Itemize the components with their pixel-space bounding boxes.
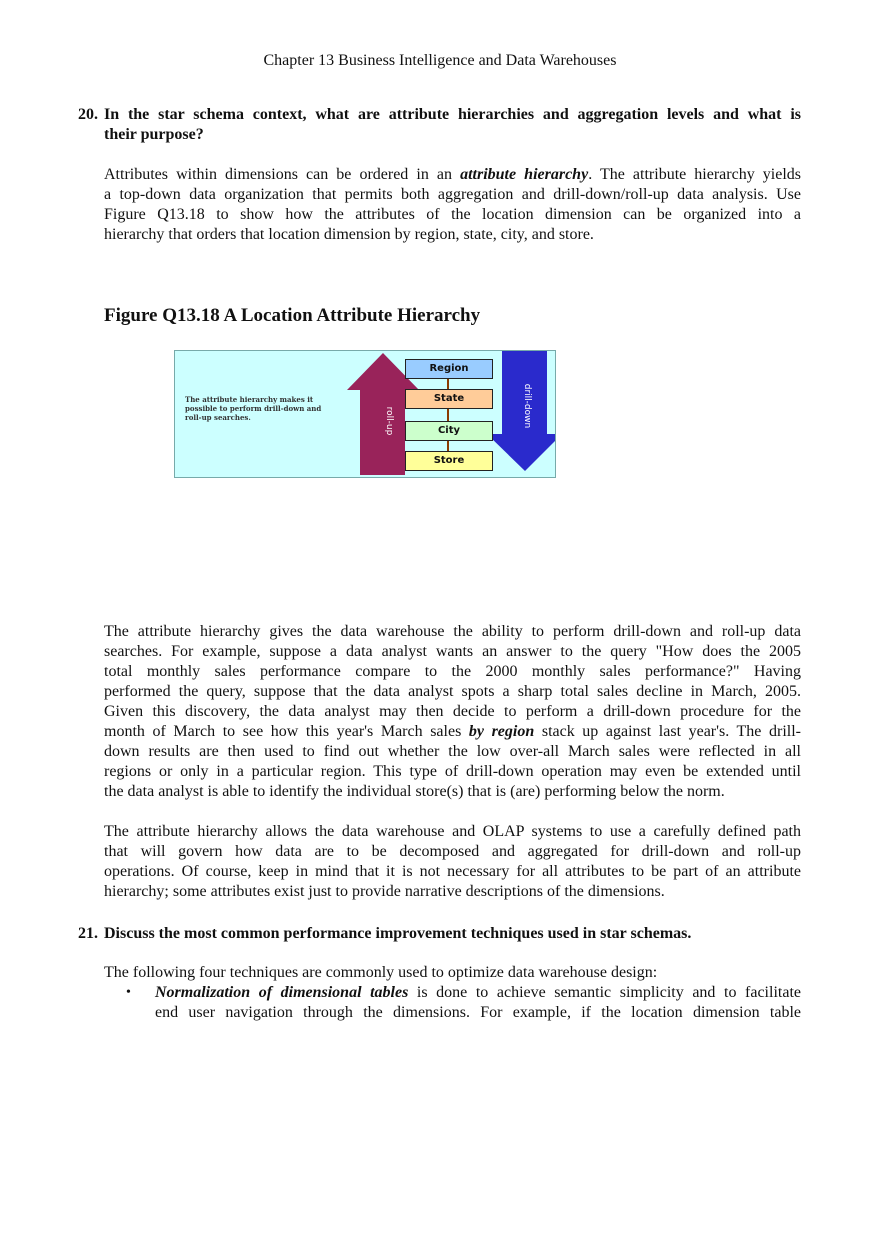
text-line	[104, 822, 801, 842]
emphasis-text: attribute hierarchy	[460, 166, 589, 183]
question-number: 20.	[78, 106, 98, 123]
text-span: total monthly sales performance compare to the 2000 monthly sales performance?" Having	[104, 663, 801, 680]
bullet-icon: •	[126, 985, 131, 1000]
question-line: their purpose?	[104, 126, 204, 143]
text-span: that will govern how data are to be decomposed and aggregated for drill-down and roll-up	[104, 843, 801, 860]
text-span: hierarchy; some attributes exist just to provide narrative descriptions of the dimensions.	[104, 883, 665, 900]
text-line	[104, 225, 801, 245]
text-span: down results are then used to find out whether the low over-all March sales were reflected in all	[104, 743, 801, 760]
text-line	[104, 722, 801, 742]
text-span: The attribute hierarchy allows the data warehouse and OLAP systems to use a carefully defined path	[104, 823, 801, 840]
level-city: City	[405, 421, 493, 441]
text-line	[104, 782, 801, 802]
text-span: hierarchy that orders that location dimension by region, state, city, and store.	[104, 226, 594, 243]
emphasis-text: Normalization of dimensional tables	[155, 984, 409, 1001]
text-line	[104, 762, 801, 782]
text-line	[104, 702, 801, 722]
text-line	[104, 862, 801, 882]
text-line	[104, 622, 801, 642]
text-span: Attributes within dimensions can be ordered in an	[104, 166, 461, 183]
text-line	[104, 642, 801, 662]
text-line	[104, 165, 801, 185]
text-line	[104, 205, 801, 225]
intro-line: The following four techniques are commonly used to optimize data warehouse design:	[104, 964, 658, 981]
level-region: Region	[405, 359, 493, 379]
text-span: Figure Q13.18 to show how the attributes of the location dimension can be organized into a	[104, 206, 801, 223]
text-line	[104, 682, 801, 702]
text-span: end user navigation through the dimensions. For example, if the location dimension table	[155, 1004, 801, 1021]
figure-caption: Figure Q13.18 A Location Attribute Hierarchy	[104, 305, 481, 326]
text-span: performed the query, suppose that the data analyst spots a sharp total sales decline in March, 2005.	[104, 683, 801, 700]
text-span: operations. Of course, keep in mind that it is not necessary for all attributes to be part of an attribute	[104, 863, 801, 880]
text-span: stack up against last year's. The drill-	[534, 723, 801, 740]
text-span: month of March to see how this year's March sales	[104, 723, 469, 740]
text-line	[104, 742, 801, 762]
text-line	[155, 1003, 801, 1023]
text-span: a top-down data organization that permits both aggregation and drill-down/roll-up data analysis. Use	[104, 186, 801, 203]
page-header: Chapter 13 Business Intelligence and Data Warehouses	[263, 52, 617, 69]
text-span: Given this discovery, the data analyst may then decide to perform a drill-down procedure for the	[104, 703, 801, 720]
text-span: The attribute hierarchy gives the data warehouse the ability to perform drill-down and roll-up data	[104, 623, 801, 640]
text-line	[104, 842, 801, 862]
question-line: In the star schema context, what are attribute hierarchies and aggregation levels and what is	[104, 106, 801, 123]
text-line	[155, 983, 801, 1003]
text-span: regions or only in a particular region. This type of drill-down operation may even be extended until	[104, 763, 801, 780]
text-line	[104, 662, 801, 682]
text-span: . The attribute hierarchy yields	[588, 166, 802, 183]
text-line	[104, 882, 801, 902]
level-state: State	[405, 389, 493, 409]
drill-down-label: drill-down	[522, 383, 532, 429]
figure-note: The attribute hierarchy makes it possible to perform drill-down and roll-up searches.	[185, 395, 322, 422]
emphasis-text: by region	[468, 723, 535, 740]
question-line: Discuss the most common performance improvement techniques used in star schemas.	[104, 925, 692, 942]
hierarchy-arrows	[175, 351, 555, 477]
level-store: Store	[405, 451, 493, 471]
text-span: searches. For example, suppose a data analyst wants an answer to the query "How does the 2005	[104, 643, 801, 660]
roll-up-label: roll-up	[384, 406, 394, 436]
text-span: is done to achieve semantic simplicity and to facilitate	[408, 984, 801, 1001]
question-number: 21.	[78, 925, 98, 942]
figure-location-hierarchy	[174, 350, 556, 478]
text-line	[104, 185, 801, 205]
drill-down-arrow-icon	[487, 351, 555, 471]
text-span: the data analyst is able to identify the individual store(s) that is (are) performing below the norm.	[104, 783, 725, 800]
